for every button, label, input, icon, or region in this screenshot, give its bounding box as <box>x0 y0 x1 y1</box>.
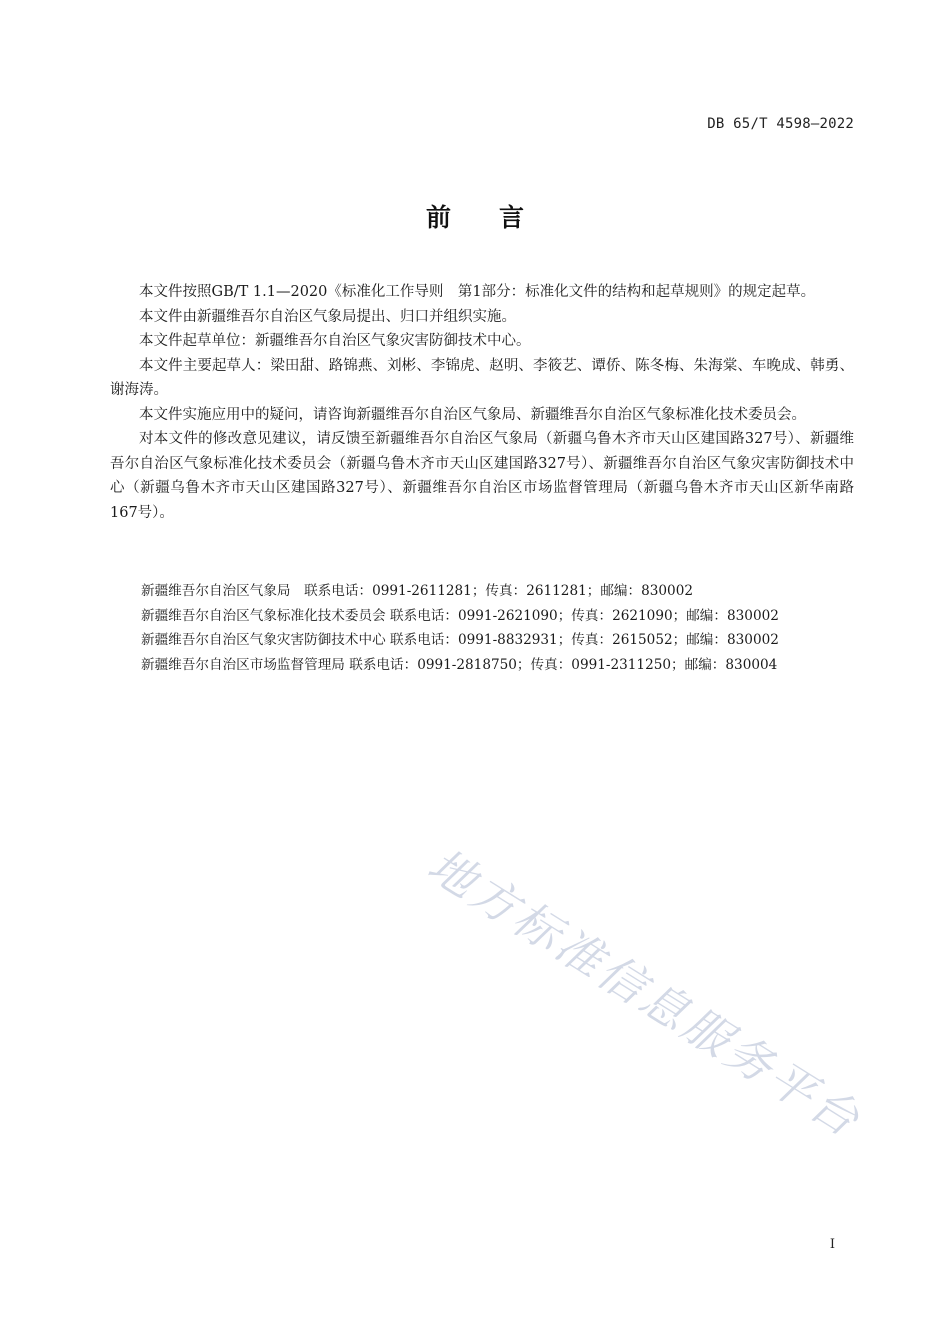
page-title: 前言 <box>425 203 572 232</box>
contact-text: 新疆维吾尔自治区气象局 联系电话：0991-2611281；传真：2611281；邮编：830002 <box>141 583 694 599</box>
contact-row <box>141 628 856 653</box>
paragraph-feedback: 对本文件的修改意见建议，请反馈至新疆维吾尔自治区气象局（新疆乌鲁木齐市天山区建国路327号）、新疆维吾尔自治区气象标准化技术委员会（新疆乌鲁木齐市天山区建国路327号）、新疆维吾尔自治区气象灾害防御技术中心（新疆乌鲁木齐市天山区建国路327号）、新疆维吾尔自治区市场监督管理局（新疆乌鲁木齐市天山区新华南路167号）。 <box>110 431 854 521</box>
contact-text: 新疆维吾尔自治区市场监督管理局 联系电话：0991-2818750；传真：0991-2311250；邮编：830004 <box>141 656 778 673</box>
contact-text: 新疆维吾尔自治区气象标准化技术委员会 联系电话：0991-2621090；传真：2621090；邮编：830002 <box>141 607 779 624</box>
paragraph-proposer: 本文件由新疆维吾尔自治区气象局提出、归口并组织实施。 <box>139 308 516 325</box>
page-number: I <box>829 1237 835 1252</box>
watermark: 地方标准信息服务平台 <box>418 837 872 1149</box>
contact-row <box>141 653 856 678</box>
paragraph-drafting-rule: 本文件按照GB/T 1.1—2020《标准化工作导则 第1部分：标准化文件的结构和起草规则》的规定起草。 <box>139 284 816 300</box>
contact-text: 新疆维吾尔自治区气象灾害防御技术中心 联系电话：0991-8832931；传真：2615052；邮编：830002 <box>141 632 779 648</box>
contact-row <box>141 579 856 604</box>
paragraph-inquiries: 本文件实施应用中的疑问，请咨询新疆维吾尔自治区气象局、新疆维吾尔自治区气象标准化技术委员会。 <box>139 406 806 423</box>
paragraph-drafters: 本文件主要起草人：梁田甜、路锦燕、刘彬、李锦虎、赵明、李筱艺、谭侨、陈冬梅、朱海棠、车晚成、韩勇、谢海涛。 <box>110 357 854 398</box>
contact-row <box>141 604 856 629</box>
document-code: DB 65/T 4598—2022 <box>707 116 854 132</box>
contact-list <box>141 579 856 677</box>
paragraph-drafting-unit: 本文件起草单位：新疆维吾尔自治区气象灾害防御技术中心。 <box>139 333 531 349</box>
foreword-body <box>110 280 854 525</box>
